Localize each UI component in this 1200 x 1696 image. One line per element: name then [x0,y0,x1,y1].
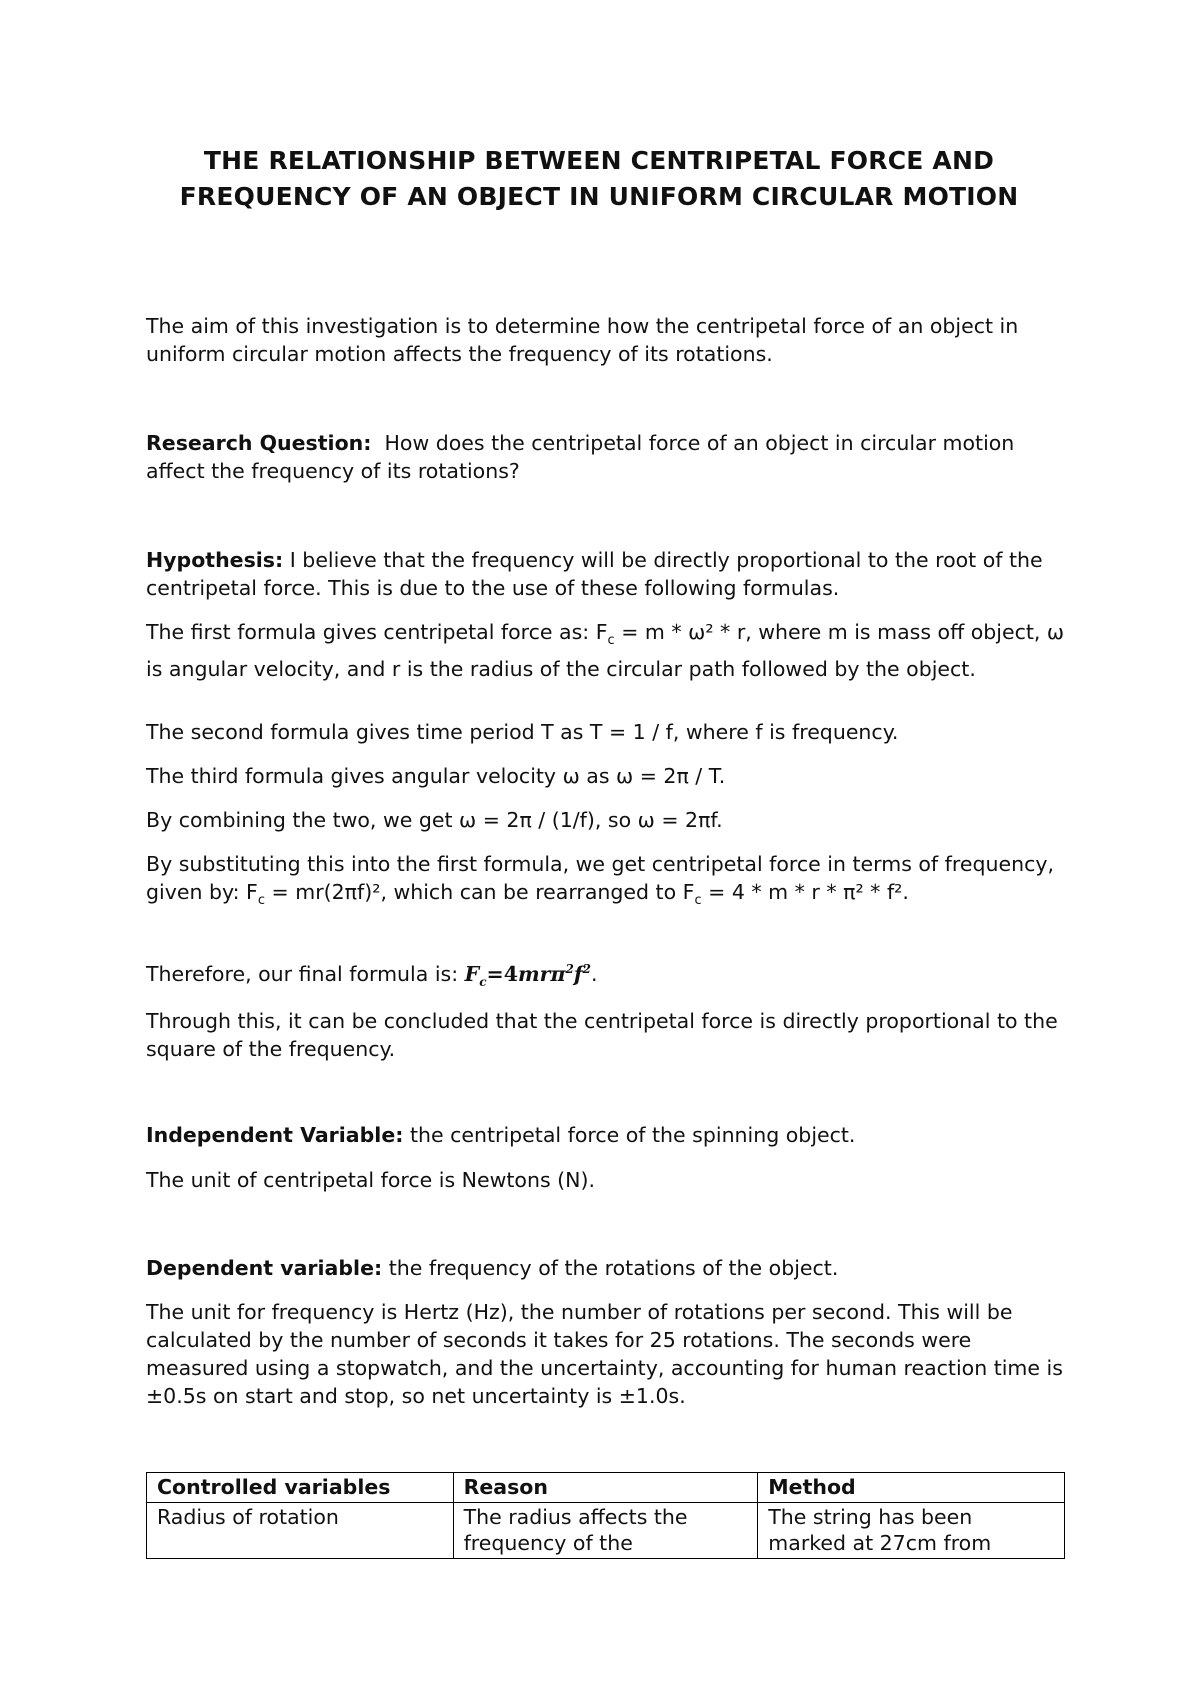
first-formula-paragraph [146,618,1066,683]
table-header-row [147,1473,1065,1503]
final-formula-coefficient: =4 [486,961,518,986]
third-formula-paragraph: The third formula gives angular velocity ω as ω = 2π / T. [146,764,726,788]
substitution-subscript-2: c [694,893,702,909]
dependent-variable-text: the frequency of the rotations of the object. [388,1256,839,1280]
final-formula-period: . [591,961,598,986]
independent-variable-paragraph [146,1121,1066,1149]
final-formula-pi: π [550,961,566,986]
substitution-text-a: By substituting this into the first formula, we get centripetal force in terms of frequency, given by: F [146,852,1055,904]
final-formula-f: f [573,961,583,986]
substitution-text-c: = 4 * m * r * π² * f². [708,880,909,904]
research-question-text: How does the centripetal force of an object in circular motion affect the frequency of its rotations? [146,431,1015,483]
final-formula-prefix: Therefore, our final formula is: [146,961,459,986]
final-formula-F: F [464,961,480,986]
final-formula-subscript: c [479,974,487,989]
hypothesis-paragraph [146,546,1066,602]
independent-unit-paragraph: The unit of centripetal force is Newtons (N). [146,1168,595,1192]
substitution-text-b: = mr(2πf)², which can be rearranged to F [271,880,695,904]
final-formula-paragraph [146,955,1066,996]
hypothesis-text: I believe that the frequency will be directly proportional to the root of the centripetal force. This is due to the use of these following formulas. [146,548,1043,600]
dependent-unit-paragraph: The unit for frequency is Hertz (Hz), the number of rotations per second. This will be calculated by the number of seconds it takes for 25 rotations. The seconds were measured using a stopwatch, and the uncertainty, accounting for human reaction time is ±0.5s on start and stop, so net uncertainty is ±1.0s. [146,1300,1063,1408]
table-cell-method: The string has been marked at 27cm from [758,1503,1065,1559]
final-formula-mr: mr [517,961,551,986]
aim-paragraph: The aim of this investigation is to determine how the centripetal force of an object in uniform circular motion affects the frequency of its rotations. [146,314,1019,366]
research-question-paragraph [146,429,1066,485]
first-formula-subscript: c [607,633,615,649]
dependent-variable-label: Dependent variable: [146,1256,383,1280]
final-formula-pi-exponent: 2 [565,962,574,976]
combining-paragraph: By combining the two, we get ω = 2π / (1/f), so ω = 2πf. [146,808,723,832]
controlled-variables-table [146,1472,1065,1559]
final-formula-equation [464,961,592,989]
document-title: THE RELATIONSHIP BETWEEN CENTRIPETAL FORCE AND FREQUENCY OF AN OBJECT IN UNIFORM CIRCULAR MOTION [179,146,1019,211]
independent-variable-text: the centripetal force of the spinning object. [409,1123,856,1147]
table-header-reason: Reason [453,1473,758,1503]
table-header-method: Method [758,1473,1065,1503]
first-formula-text-a: The first formula gives centripetal force as: F [146,620,608,644]
table-header-controlled-variables: Controlled variables [147,1473,454,1503]
conclusion-paragraph: Through this, it can be concluded that the centripetal force is directly proportional to the square of the frequency. [146,1009,1058,1061]
second-formula-paragraph: The second formula gives time period T as T = 1 / f, where f is frequency. [146,720,899,744]
table-cell-variable: Radius of rotation [147,1503,454,1559]
substitution-paragraph [146,850,1066,915]
substitution-subscript-1: c [257,893,265,909]
dependent-variable-paragraph [146,1254,1066,1282]
table-row [147,1503,1065,1559]
independent-variable-label: Independent Variable: [146,1123,404,1147]
first-formula-text-b: = m * ω² * r, where m is mass off object, ω is angular velocity, and r is the radius of the circular path followed by the object. [146,620,1065,682]
research-question-label: Research Question: [146,431,372,455]
hypothesis-label: Hypothesis: [146,548,284,572]
final-formula-f-exponent: 2 [582,962,592,976]
table-cell-reason: The radius affects the frequency of the [453,1503,758,1559]
